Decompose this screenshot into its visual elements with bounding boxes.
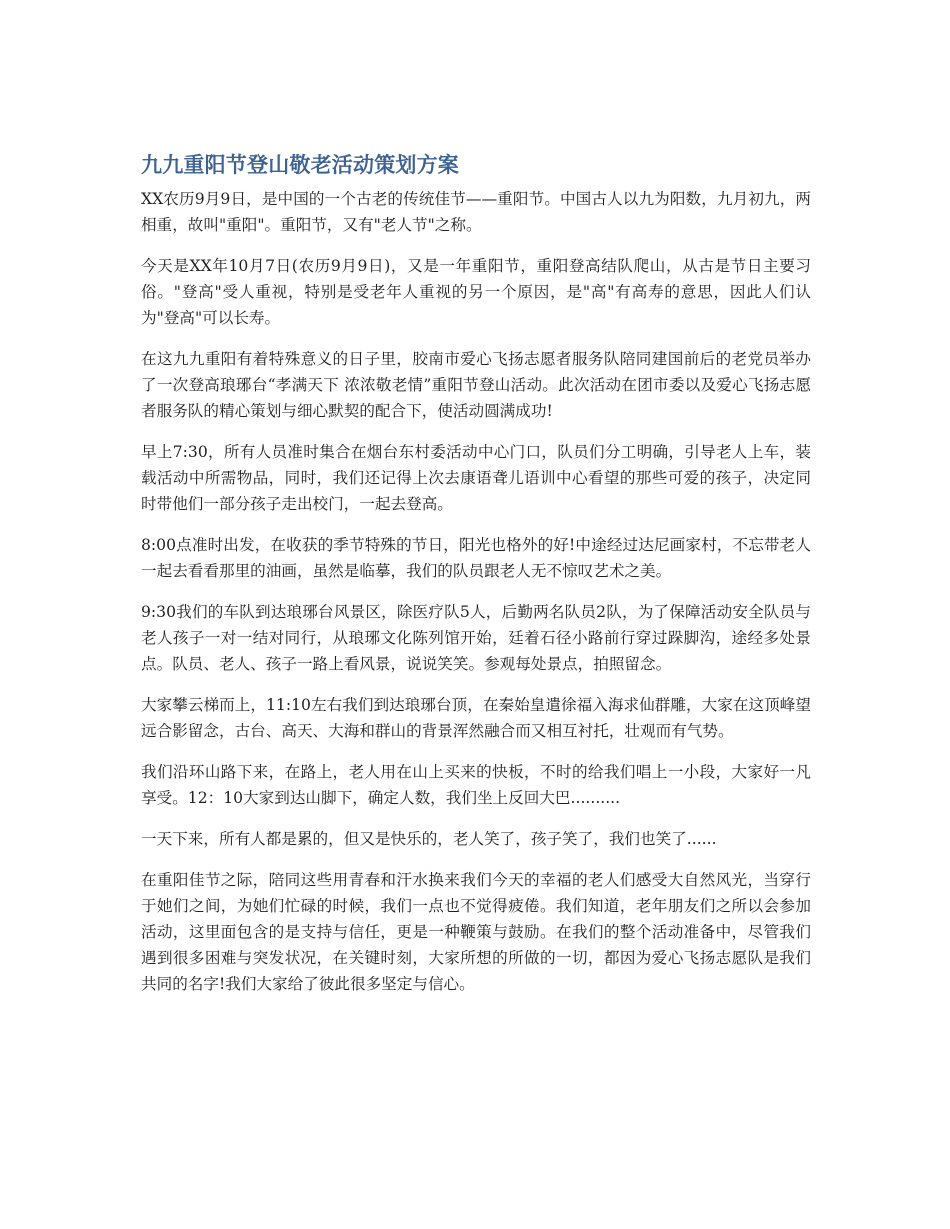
paragraph-1: XX农历9月9日，是中国的一个古老的传统佳节——重阳节。中国古人以九为阳数，九月初九，两相重，故叫"重阳"。重阳节，又有"老人节"之称。 [141,190,811,234]
document-body [141,150,811,1012]
paragraph-8: 我们沿环山路下来，在路上，老人用在山上买来的快板，不时的给我们唱上一小段，大家好一凡享受。12：10大家到达山脚下，确定人数，我们坐上反回大巴.......... [141,763,811,807]
document-title: 九九重阳节登山敬老活动策划方案 [141,153,459,177]
paragraph-4: 早上7:30，所有人员准时集合在烟台东村委活动中心门口，队员们分工明确，引导老人上车，装载活动中所需物品，同时，我们还记得上次去康语聋儿语训中心看望的那些可爱的孩子，决定同时带他们一部分孩子走出校门，一起去登高。 [141,443,811,513]
paragraph-9: 一天下来，所有人都是累的，但又是快乐的，老人笑了，孩子笑了，我们也笑了...... [141,830,717,848]
paragraph-3: 在这九九重阳有着特殊意义的日子里，胶南市爱心飞扬志愿者服务队陪同建国前后的老党员举办了一次登高琅琊台“孝满天下 浓浓敬老情”重阳节登山活动。此次活动在团市委以及爱心飞扬志愿者服务队的精心策划与细心默契的配合下，使活动圆满成功! [141,350,811,420]
paragraph-7: 大家攀云梯而上，11:10左右我们到达琅琊台顶，在秦始皇遣徐福入海求仙群雕，大家在这顶峰望远合影留念，古台、高天、大海和群山的背景浑然融合而又相互衬托，壮观而有气势。 [141,696,811,740]
paragraph-10: 在重阳佳节之际，陪同这些用青春和汗水换来我们今天的幸福的老人们感受大自然风光，当穿行于她们之间，为她们忙碌的时候，我们一点也不觉得疲倦。我们知道，老年朋友们之所以会参加活动，这里面包含的是支持与信任，更是一种鞭策与鼓励。在我们的整个活动准备中，尽管我们遇到很多困难与突发状况，在关键时刻，大家所想的所做的一切，都因为爱心飞扬志愿队是我们共同的名字!我们大家给了彼此很多坚定与信心。 [141,871,811,993]
paragraph-6: 9:30我们的车队到达琅琊台风景区，除医疗队5人，后勤两名队员2队，为了保障活动安全队员与老人孩子一对一结对同行，从琅琊文化陈列馆开始，廷着石径小路前行穿过跺脚沟，途经多处景点。队员、老人、孩子一路上看风景，说说笑笑。参观每处景点，拍照留念。 [141,603,811,673]
paragraph-2: 今天是XX年10月7日(农历9月9日)，又是一年重阳节，重阳登高结队爬山，从古是节日主要习俗。"登高"受人重视，特别是受老年人重视的另一个原因，是"高"有高寿的意思，因此人们认为"登高"可以长寿。 [141,257,811,327]
paragraph-5: 8:00点准时出发，在收获的季节特殊的节日，阳光也格外的好!中途经过达尼画家村，不忘带老人一起去看看那里的油画，虽然是临摹，我们的队员跟老人无不惊叹艺术之美。 [141,536,811,580]
